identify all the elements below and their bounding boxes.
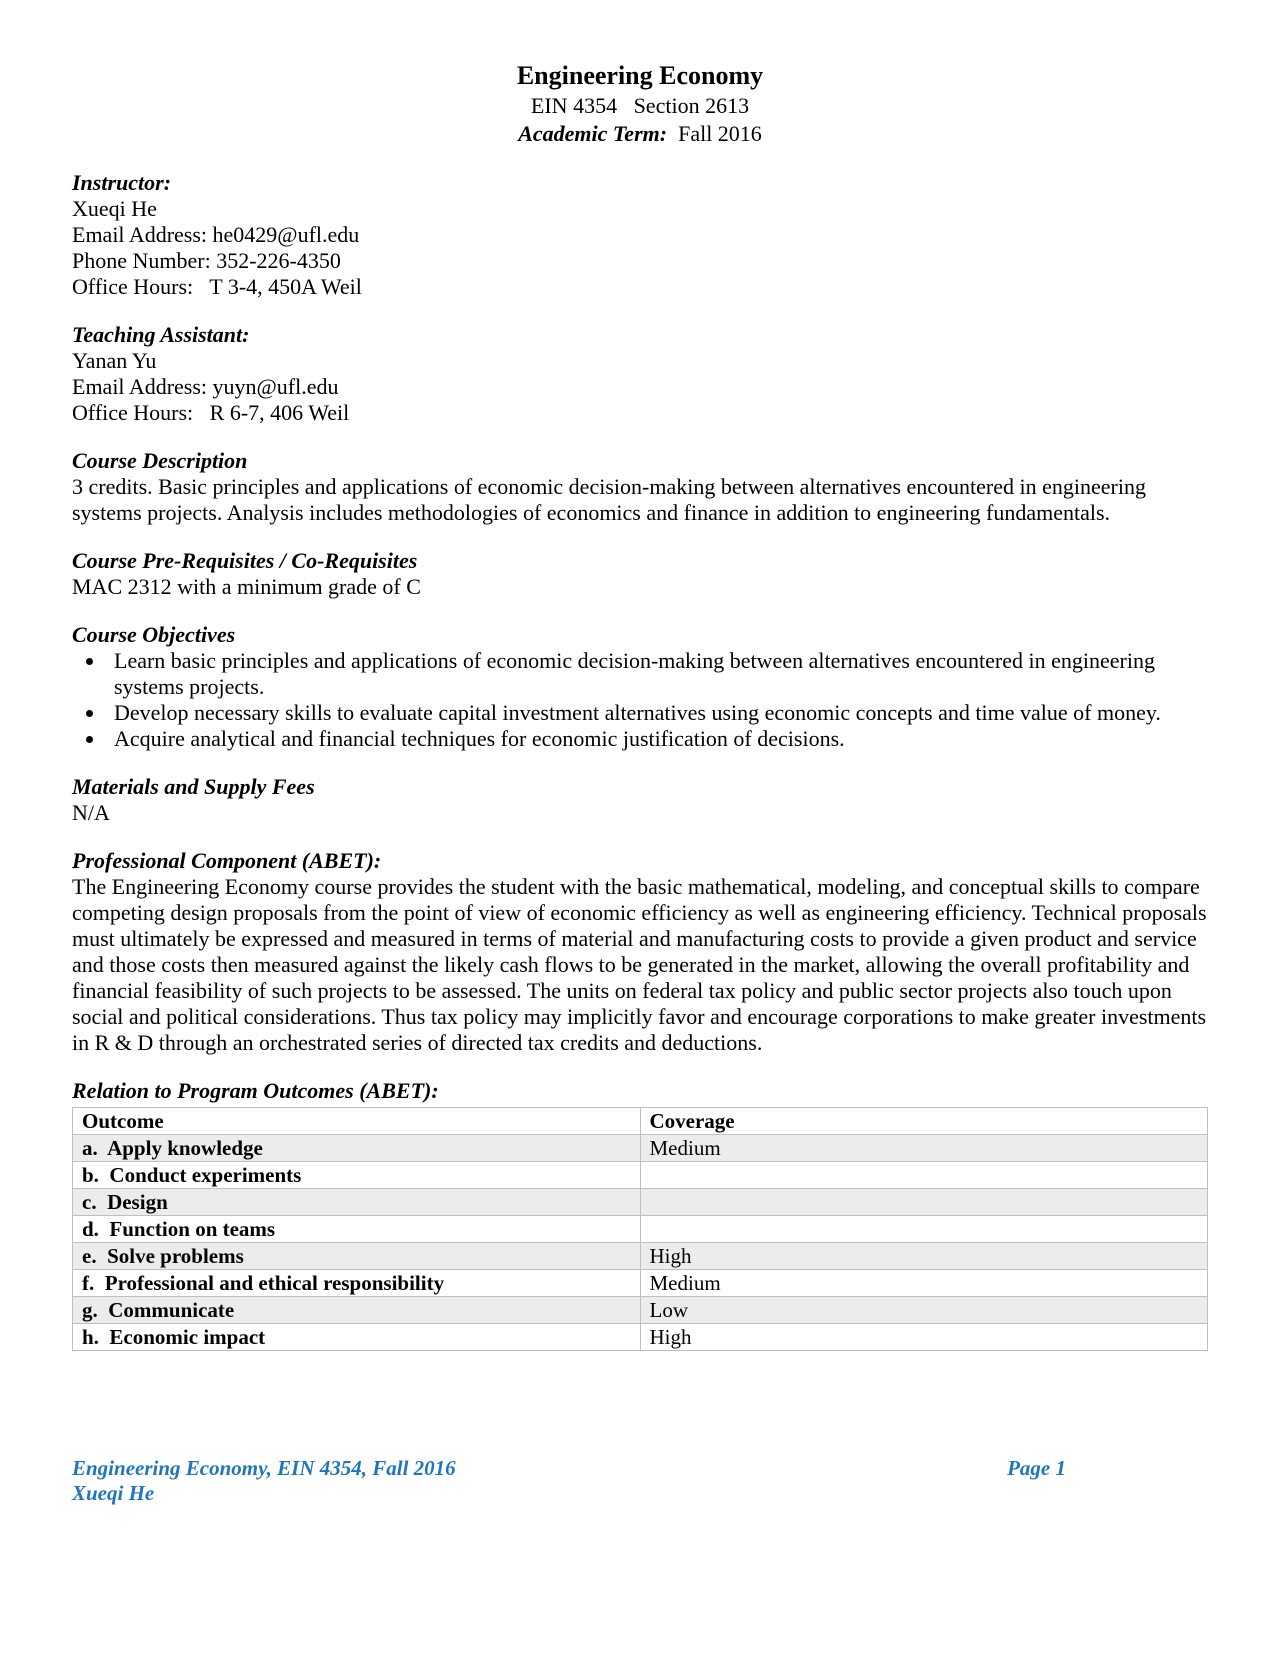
outcome-cell: h. Economic impact <box>73 1324 641 1351</box>
table-row <box>73 1324 1208 1351</box>
course-number-line: EIN 4354 Section 2613 <box>530 93 750 118</box>
prerequisites-section <box>72 548 1208 600</box>
table-row <box>73 1135 1208 1162</box>
table-row <box>73 1189 1208 1216</box>
outcome-cell: a. Apply knowledge <box>73 1135 641 1162</box>
table-row <box>73 1162 1208 1189</box>
table-row <box>73 1216 1208 1243</box>
materials-fees-text: N/A <box>72 800 110 825</box>
outcome-cell: e. Solve problems <box>73 1243 641 1270</box>
objective-item: • Acquire analytical and financial techniques for economic justification of decisions. <box>106 726 1208 752</box>
professional-component-heading: Professional Component (ABET): <box>72 848 382 873</box>
instructor-heading: Instructor: <box>72 170 172 195</box>
teaching-assistant-section <box>72 322 1208 426</box>
objective-item: • Develop necessary skills to evaluate capital investment alternatives using economic concepts and time value of money. <box>106 700 1208 726</box>
teaching-assistant-heading: Teaching Assistant: <box>72 322 250 347</box>
table-row <box>73 1243 1208 1270</box>
footer-course-info: Engineering Economy, EIN 4354, Fall 2016 <box>72 1456 456 1480</box>
academic-term-value: Fall 2016 <box>667 121 762 146</box>
coverage-cell: Medium <box>640 1270 1208 1297</box>
program-outcomes-heading: Relation to Program Outcomes (ABET): <box>72 1078 439 1103</box>
academic-term-line <box>72 120 1208 148</box>
outcomes-table <box>72 1107 1208 1351</box>
outcome-cell: c. Design <box>73 1189 641 1216</box>
page-footer <box>72 1456 1208 1506</box>
footer-author: Xueqi He <box>72 1481 155 1505</box>
ta-office-hours: Office Hours: R 6-7, 406 Weil <box>72 400 350 425</box>
course-description-heading: Course Description <box>72 448 248 473</box>
course-title: Engineering Economy <box>516 61 764 90</box>
instructor-email: Email Address: he0429@ufl.edu <box>72 222 360 247</box>
prerequisites-heading: Course Pre-Requisites / Co-Requisites <box>72 548 418 573</box>
outcome-cell: f. Professional and ethical responsibility <box>73 1270 641 1297</box>
ta-email: Email Address: yuyn@ufl.edu <box>72 374 339 399</box>
professional-component-section <box>72 848 1208 1056</box>
objective-item: • Learn basic principles and applications of economic decision-making between alternatives encountered in engineering systems projects. <box>106 648 1208 700</box>
coverage-column-header: Coverage <box>640 1108 1208 1135</box>
instructor-phone: Phone Number: 352-226-4350 <box>72 248 341 273</box>
outcome-cell: g. Communicate <box>73 1297 641 1324</box>
course-description-text: 3 credits. Basic principles and applications of economic decision-making between alternatives encountered in engineering systems projects. Analysis includes methodologies of economics and finance in addition to engineering fundamentals. <box>72 474 1146 525</box>
course-objectives-section <box>72 622 1208 752</box>
instructor-office-hours: Office Hours: T 3-4, 450A Weil <box>72 274 362 299</box>
materials-fees-section <box>72 774 1208 826</box>
course-description-section <box>72 448 1208 526</box>
outcome-cell: b. Conduct experiments <box>73 1162 641 1189</box>
footer-page-number: Page 1 <box>1007 1456 1066 1480</box>
coverage-cell: High <box>640 1243 1208 1270</box>
coverage-cell: High <box>640 1324 1208 1351</box>
outcome-cell: d. Function on teams <box>73 1216 641 1243</box>
coverage-cell <box>640 1216 1208 1243</box>
coverage-cell: Medium <box>640 1135 1208 1162</box>
academic-term-label: Academic Term: <box>518 121 668 146</box>
prerequisites-text: MAC 2312 with a minimum grade of C <box>72 574 421 599</box>
outcome-column-header: Outcome <box>73 1108 641 1135</box>
instructor-name: Xueqi He <box>72 196 157 221</box>
professional-component-text: The Engineering Economy course provides the student with the basic mathematical, modeling, and conceptual skills to compare competing design proposals from the point of view of economic efficiency as well as engineering efficiency. Technical proposals must ultimately be expressed and measured in terms of material and manufacturing costs to provide a given product and service and those costs then measured against the likely cash flows to be generated in the market, allowing the overall profitability and financial feasibility of such projects to be assessed. The units on federal tax policy and public sector projects also touch upon social and political considerations. Thus tax policy may implicitly favor and encourage corporations to make greater investments in R & D through an orchestrated series of directed tax credits and deductions. <box>72 874 1207 1055</box>
coverage-cell <box>640 1189 1208 1216</box>
table-row <box>73 1297 1208 1324</box>
course-objectives-heading: Course Objectives <box>72 622 236 647</box>
table-row <box>73 1270 1208 1297</box>
objectives-list <box>72 648 1208 752</box>
coverage-cell: Low <box>640 1297 1208 1324</box>
footer-row <box>72 1456 1208 1481</box>
materials-fees-heading: Materials and Supply Fees <box>72 774 315 799</box>
instructor-section <box>72 170 1208 300</box>
ta-name: Yanan Yu <box>72 348 157 373</box>
program-outcomes-section <box>72 1078 1208 1351</box>
table-header-row <box>73 1108 1208 1135</box>
document-header <box>72 60 1208 148</box>
coverage-cell <box>640 1162 1208 1189</box>
